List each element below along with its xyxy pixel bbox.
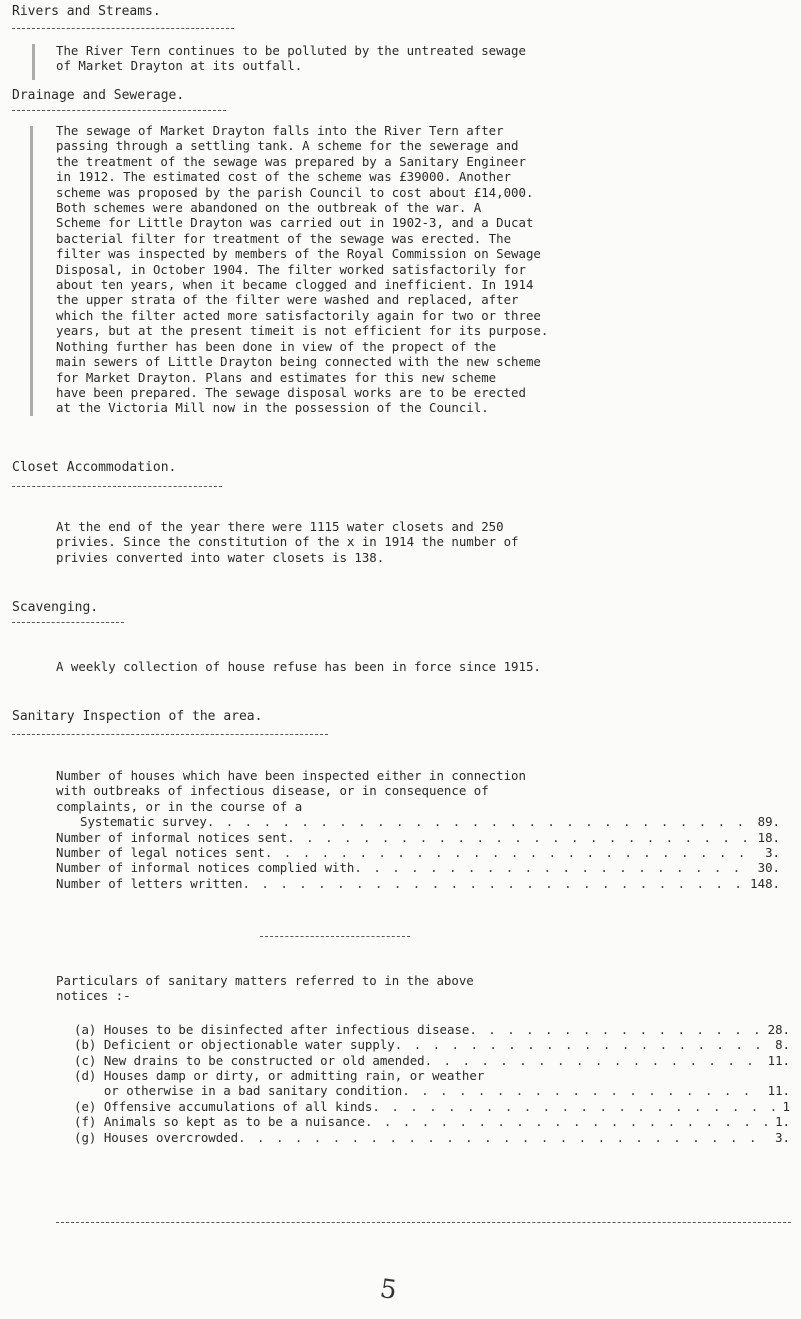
particulars-row bbox=[74, 1053, 790, 1068]
rivers-heading: Rivers and Streams. bbox=[12, 4, 161, 19]
row-value: 1. bbox=[775, 1114, 790, 1130]
particulars-row bbox=[74, 1022, 790, 1037]
inspection-block bbox=[56, 768, 791, 891]
text-line: The River Tern continues to be polluted by the untreated sewage bbox=[56, 43, 526, 58]
row-label: (f) Animals so kept as to be a nuisance bbox=[74, 1114, 365, 1130]
row-label: or otherwise in a bad sanitary condition bbox=[74, 1083, 403, 1099]
scavenging-underline bbox=[12, 622, 124, 623]
row-label: Number of informal notices complied with bbox=[56, 860, 355, 876]
text-line: Number of houses which have been inspected either in connection bbox=[56, 768, 526, 783]
inspection-underline bbox=[12, 734, 328, 735]
particulars-block bbox=[56, 973, 791, 1145]
dot-leader bbox=[354, 860, 751, 875]
row-value: 3. bbox=[765, 845, 780, 861]
text-line: have been prepared. The sewage disposal works are to be erected bbox=[56, 384, 526, 400]
particulars-row bbox=[74, 1068, 790, 1083]
particulars-row bbox=[74, 1037, 790, 1052]
row-value: 89. bbox=[757, 814, 780, 830]
row-value: 3. bbox=[775, 1129, 790, 1145]
scavenging-heading: Scavenging. bbox=[12, 600, 99, 615]
text-line: of Market Drayton at its outfall. bbox=[56, 58, 303, 74]
drainage-paragraph bbox=[56, 123, 791, 416]
closet-paragraph bbox=[56, 519, 791, 565]
drainage-heading: Drainage and Sewerage. bbox=[12, 88, 185, 103]
text-line: Nothing further has been done in view of the propect of the bbox=[56, 338, 497, 354]
row-value: 30. bbox=[757, 860, 780, 876]
text-line: Disposal, in October 1904. The filter worked satisfactorily for bbox=[56, 261, 526, 277]
text-line: privies. Since the constitution of the x in 1914 the number of bbox=[56, 534, 519, 550]
drainage-underline bbox=[12, 110, 226, 111]
text-line: Both schemes were abandoned on the outbreak of the war. A bbox=[56, 200, 482, 216]
text-line: about ten years, when it became clogged and inefficient. In 1914 bbox=[56, 277, 534, 293]
text-line: for Market Drayton. Plans and estimates for this new scheme bbox=[56, 369, 497, 385]
text-line: which the filter acted more satisfactorily again for two or three bbox=[56, 307, 541, 323]
closet-underline bbox=[12, 486, 222, 487]
text-line: main sewers of Little Drayton being connected with the new scheme bbox=[56, 354, 541, 370]
dot-leader bbox=[243, 876, 745, 891]
row-value: 18. bbox=[757, 829, 780, 845]
text-line: Scheme for Little Drayton was carried out in 1902-3, and a Ducat bbox=[56, 215, 534, 231]
text-line: filter was inspected by members of the Royal Commission on Sewage bbox=[56, 246, 541, 262]
particulars-row bbox=[74, 1130, 790, 1145]
row-value: 28. bbox=[767, 1021, 790, 1037]
text-line: The sewage of Market Drayton falls into the River Tern after bbox=[56, 123, 504, 138]
text-line: in 1912. The estimated cost of the scheme was £39000. Another bbox=[56, 169, 512, 185]
text-line: scheme was proposed by the parish Council to cost about £14,000. bbox=[56, 184, 534, 200]
text-line: complaints, or in the course of a bbox=[56, 798, 303, 814]
dot-leader bbox=[207, 814, 752, 829]
particulars-row bbox=[74, 1114, 790, 1129]
inspection-heading: Sanitary Inspection of the area. bbox=[12, 709, 263, 724]
text-line: years, but at the present timeit is not efficient for its purpose. bbox=[56, 323, 549, 339]
inspection-row bbox=[80, 814, 780, 829]
text-line: At the end of the year there were 1115 water closets and 250 bbox=[56, 519, 504, 534]
dot-leader bbox=[238, 1130, 769, 1145]
particulars-row bbox=[74, 1099, 790, 1114]
row-label: (d) Houses damp or dirty, or admitting rain, or weather bbox=[74, 1068, 485, 1084]
row-value: 148. bbox=[750, 875, 780, 891]
dot-leader bbox=[372, 1099, 776, 1114]
page-number: 5 bbox=[377, 1273, 399, 1307]
dot-leader bbox=[287, 830, 751, 845]
footer-divider bbox=[56, 1222, 791, 1223]
row-label: (e) Offensive accumulations of all kinds bbox=[74, 1098, 373, 1114]
closet-heading: Closet Accommodation. bbox=[12, 460, 177, 475]
row-label: Number of letters written bbox=[56, 875, 243, 891]
text-line: A weekly collection of house refuse has been in force since 1915. bbox=[56, 659, 541, 674]
dot-leader bbox=[395, 1037, 769, 1052]
dot-leader bbox=[365, 1114, 769, 1129]
text-line: with outbreaks of infectious disease, or in consequence of bbox=[56, 783, 489, 799]
text-line: bacterial filter for treatment of the sewage was erected. The bbox=[56, 230, 512, 246]
inspection-row bbox=[56, 830, 780, 845]
row-label: Number of informal notices sent bbox=[56, 829, 288, 845]
row-value: 11. bbox=[767, 1052, 790, 1068]
text-line: the upper strata of the filter were washed and replaced, after bbox=[56, 292, 519, 308]
row-label: (a) Houses to be disinfected after infectious disease bbox=[74, 1021, 470, 1037]
text-line: passing through a settling tank. A scheme for the sewerage and bbox=[56, 138, 519, 154]
section-divider bbox=[260, 936, 410, 937]
row-value bbox=[484, 1068, 490, 1083]
dot-leader bbox=[469, 1022, 761, 1037]
text-line: the treatment of the sewage was prepared by a Sanitary Engineer bbox=[56, 153, 526, 169]
text-line: at the Victoria Mill now in the possession of the Council. bbox=[56, 400, 489, 416]
text-line: notices :- bbox=[56, 988, 131, 1004]
rivers-underline bbox=[12, 28, 234, 29]
dot-leader bbox=[425, 1053, 762, 1068]
margin-mark bbox=[30, 126, 33, 416]
inspection-row bbox=[56, 845, 780, 860]
inspection-row bbox=[56, 876, 780, 891]
text-line: privies converted into water closets is 138. bbox=[56, 549, 385, 565]
dot-leader bbox=[265, 845, 759, 860]
row-label: (b) Deficient or objectionable water supply bbox=[74, 1037, 395, 1053]
dot-leader bbox=[402, 1083, 761, 1098]
margin-mark bbox=[32, 44, 35, 80]
inspection-row bbox=[56, 860, 780, 875]
row-value: 11. bbox=[767, 1083, 790, 1099]
row-label: (c) New drains to be constructed or old amended bbox=[74, 1052, 425, 1068]
row-label: Systematic survey bbox=[80, 814, 207, 830]
row-label: Number of legal notices sent bbox=[56, 845, 265, 861]
text-line: Particulars of sanitary matters referred to in the above bbox=[56, 973, 474, 988]
scavenging-paragraph bbox=[56, 659, 791, 674]
row-label: (g) Houses overcrowded bbox=[74, 1129, 239, 1145]
row-value: 8. bbox=[775, 1037, 790, 1053]
particulars-row bbox=[74, 1083, 790, 1098]
row-value: 1 bbox=[782, 1098, 790, 1114]
rivers-paragraph bbox=[56, 43, 791, 74]
